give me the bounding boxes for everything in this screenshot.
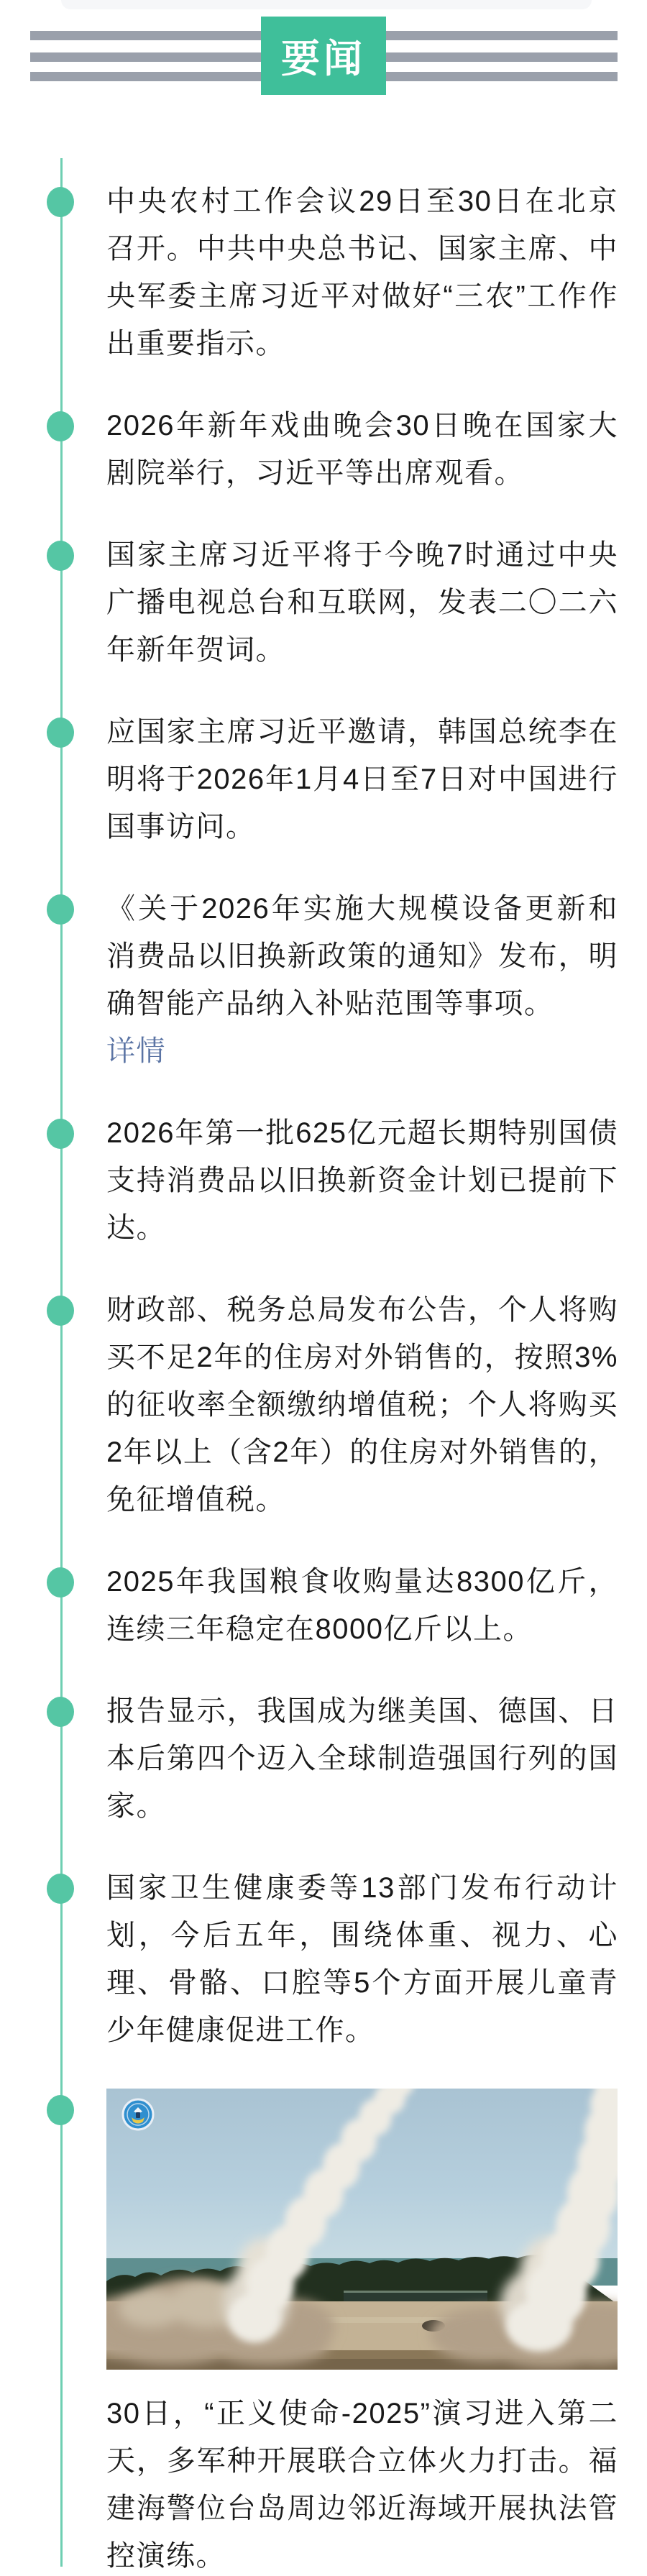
news-item (106, 531, 618, 674)
timeline-dot (47, 1296, 74, 1326)
field-structure (344, 2292, 487, 2303)
news-item (106, 2089, 618, 2576)
military-exercise-photo[interactable] (106, 2089, 618, 2370)
news-item (106, 1286, 618, 1523)
news-item (106, 1864, 618, 2054)
detail-link[interactable]: 详情 (106, 1035, 166, 1067)
section-badge: 要闻 (261, 17, 386, 95)
news-item (106, 1558, 618, 1653)
news-item (106, 402, 618, 497)
news-text: 2026年第一批625亿元超长期特别国债支持消费品以旧换新资金计划已提前下达。 (106, 1117, 618, 1244)
news-text: 财政部、税务总局发布公告，个人将购买不足2年的住房对外销售的，按照3%的征收率全额缴纳增值税；个人将购买2年以上（含2年）的住房对外销售的，免征增值税。 (106, 1294, 618, 1516)
timeline-dot (47, 2095, 74, 2125)
timeline-dot (47, 1567, 74, 1598)
previous-card-bottom (61, 0, 592, 9)
timeline-dot (47, 1119, 74, 1149)
news-text: 2025年我国粮食收购量达8300亿斤，连续三年稳定在8000亿斤以上。 (106, 1566, 618, 1645)
timeline-dot (47, 1874, 74, 1904)
timeline-dot (47, 541, 74, 571)
news-text: 2026年新年戏曲晚会30日晚在国家大剧院举行，习近平等出席观看。 (106, 410, 618, 489)
news-text: 报告显示，我国成为继美国、德国、日本后第四个迈入全球制造强国行列的国家。 (106, 1695, 618, 1822)
news-text: 中央农村工作会议29日至30日在北京召开。中共中央总书记、国家主席、中央军委主席习近平对做好“三农”工作作出重要指示。 (106, 185, 618, 359)
news-list (0, 178, 647, 2576)
news-text: 30日，“正义使命-2025”演习进入第二天，多军种开展联合立体火力打击。福建海警位台岛周边邻近海域开展执法管控演练。 (106, 2398, 618, 2572)
field-structure-edge (344, 2291, 487, 2293)
emblem-icon (123, 2099, 153, 2130)
news-text: 《关于2026年实施大规模设备更新和消费品以旧换新政策的通知》发布，明确智能产品纳入补贴范围等事项。 (106, 893, 618, 1019)
news-text: 国家主席习近平将于今晚7时通过中央广播电视总台和互联网，发表二〇二六年新年贺词。 (106, 539, 618, 666)
news-item (106, 178, 618, 367)
news-item (106, 885, 618, 1075)
timeline-dot (47, 1697, 74, 1727)
news-item (106, 708, 618, 851)
timeline-dot (47, 718, 74, 748)
timeline-dot (47, 411, 74, 441)
timeline-dot (47, 894, 74, 925)
news-text: 国家卫生健康委等13部门发布行动计划，今后五年，围绕体重、视力、心理、骨骼、口腔等5个方面开展儿童青少年健康促进工作。 (106, 1872, 618, 2046)
timeline-dot (47, 187, 74, 217)
news-text: 应国家主席习近平邀请，韩国总统李在明将于2026年1月4日至7日对中国进行国事访问。 (106, 716, 618, 843)
news-item (106, 1687, 618, 1830)
news-item (106, 1109, 618, 1252)
